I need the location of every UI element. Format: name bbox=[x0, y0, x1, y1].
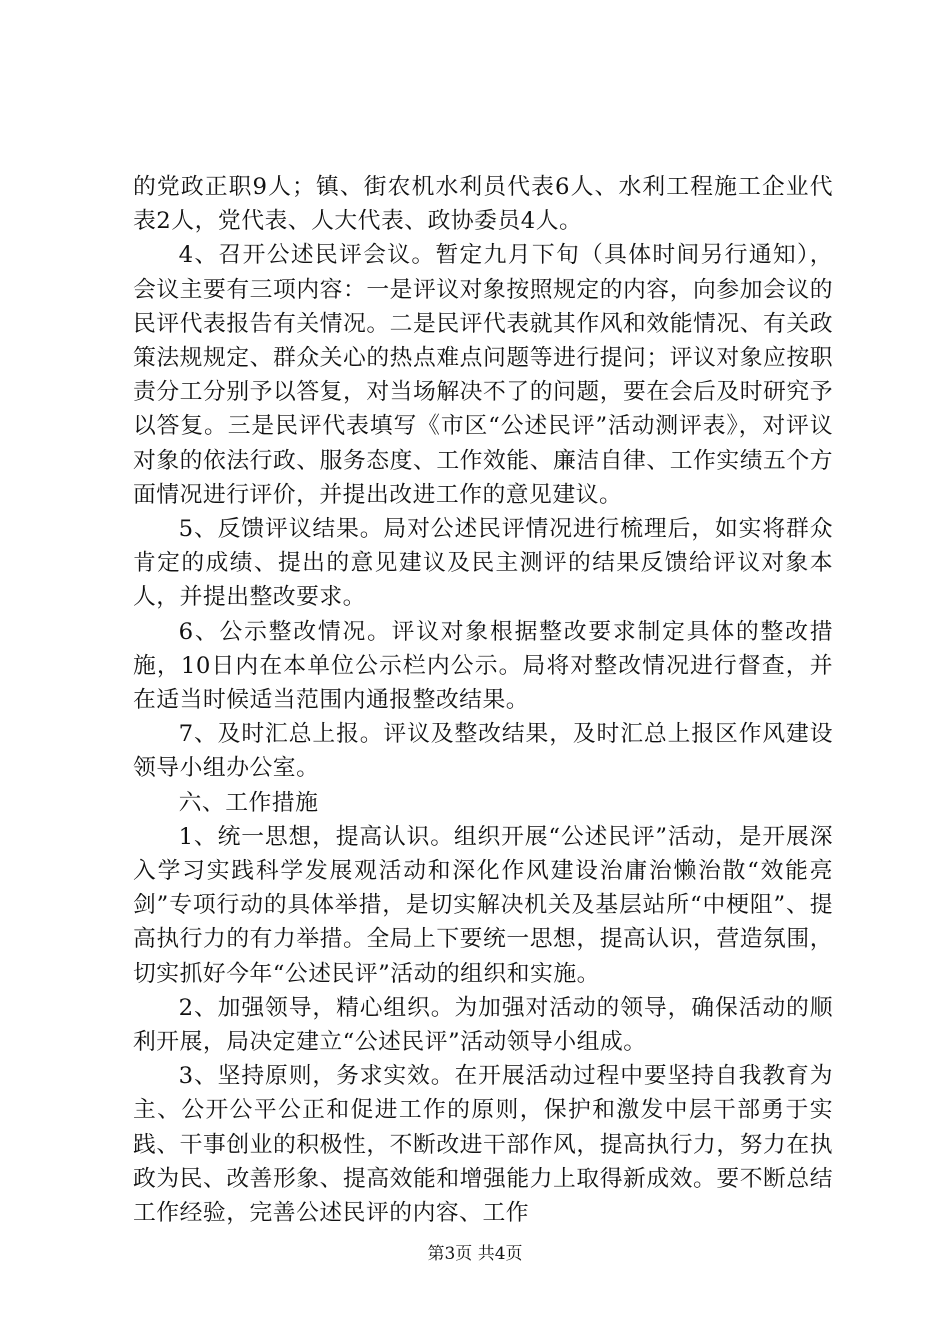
paragraph-measure-3: 3、坚持原则，务求实效。在开展活动过程中要坚持自我教育为主、公开公平公正和促进工作的原则，保护和激发中层干部勇于实践、干事创业的积极性，不断改进干部作风，提高执行力，努力在执政为民、改善形象、提高效能和增强能力上取得新成效。要不断总结工作经验，完善公述民评的内容、工作 bbox=[133, 1063, 833, 1227]
paragraph-item-6: 6、公示整改情况。评议对象根据整改要求制定具体的整改措施，10日内在本单位公示栏内公示。局将对整改情况进行督查，并在适当时候适当范围内通报整改结果。 bbox=[133, 618, 833, 714]
paragraph-item-7: 7、及时汇总上报。评议及整改结果，及时汇总上报区作风建设领导小组办公室。 bbox=[133, 721, 833, 782]
paragraph-continuation: 的党政正职9人；镇、街农机水利员代表6人、水利工程施工企业代表2人，党代表、人大代表、政协委员4人。 bbox=[133, 174, 833, 235]
section-heading-measures: 六、工作措施 bbox=[178, 789, 319, 816]
paragraph-measure-2: 2、加强领导，精心组织。为加强对活动的领导，确保活动的顺利开展，局决定建立“公述民评”活动领导小组成。 bbox=[133, 994, 833, 1056]
paragraph-item-5: 5、反馈评议结果。局对公述民评情况进行梳理后，如实将群众肯定的成绩、提出的意见建议及民主测评的结果反馈给评议对象本人，并提出整改要求。 bbox=[133, 516, 833, 611]
paragraph-measure-1: 1、统一思想，提高认识。组织开展“公述民评”活动，是开展深入学习实践科学发展观活动和深化作风建设治庸治懒治散“效能亮剑”专项行动的具体举措，是切实解决机关及基层站所“中梗阻”、提高执行力的有力举措。全局上下要统一思想，提高认识，营造氛围，切实抓好今年“公述民评”活动的组织和实施。 bbox=[133, 823, 833, 987]
page-footer: 第3页 共4页 bbox=[427, 1244, 523, 1264]
paragraph-item-4: 4、召开公述民评会议。暂定九月下旬（具体时间另行通知），会议主要有三项内容：一是评议对象按照规定的内容，向参加会议的民评代表报告有关情况。二是民评代表就其作风和效能情况、有关政策法规规定、群众关心的热点难点问题等进行提问；评议对象应按职责分工分别予以答复，对当场解决不了的问题，要在会后及时研究予以答复。三是民评代表填写《市区“公述民评”活动测评表》，对评议对象的依法行政、服务态度、工作效能、廉洁自律、工作实绩五个方面情况进行评价，并提出改进工作的意见建议。 bbox=[133, 242, 833, 508]
document-body bbox=[133, 170, 833, 1230]
